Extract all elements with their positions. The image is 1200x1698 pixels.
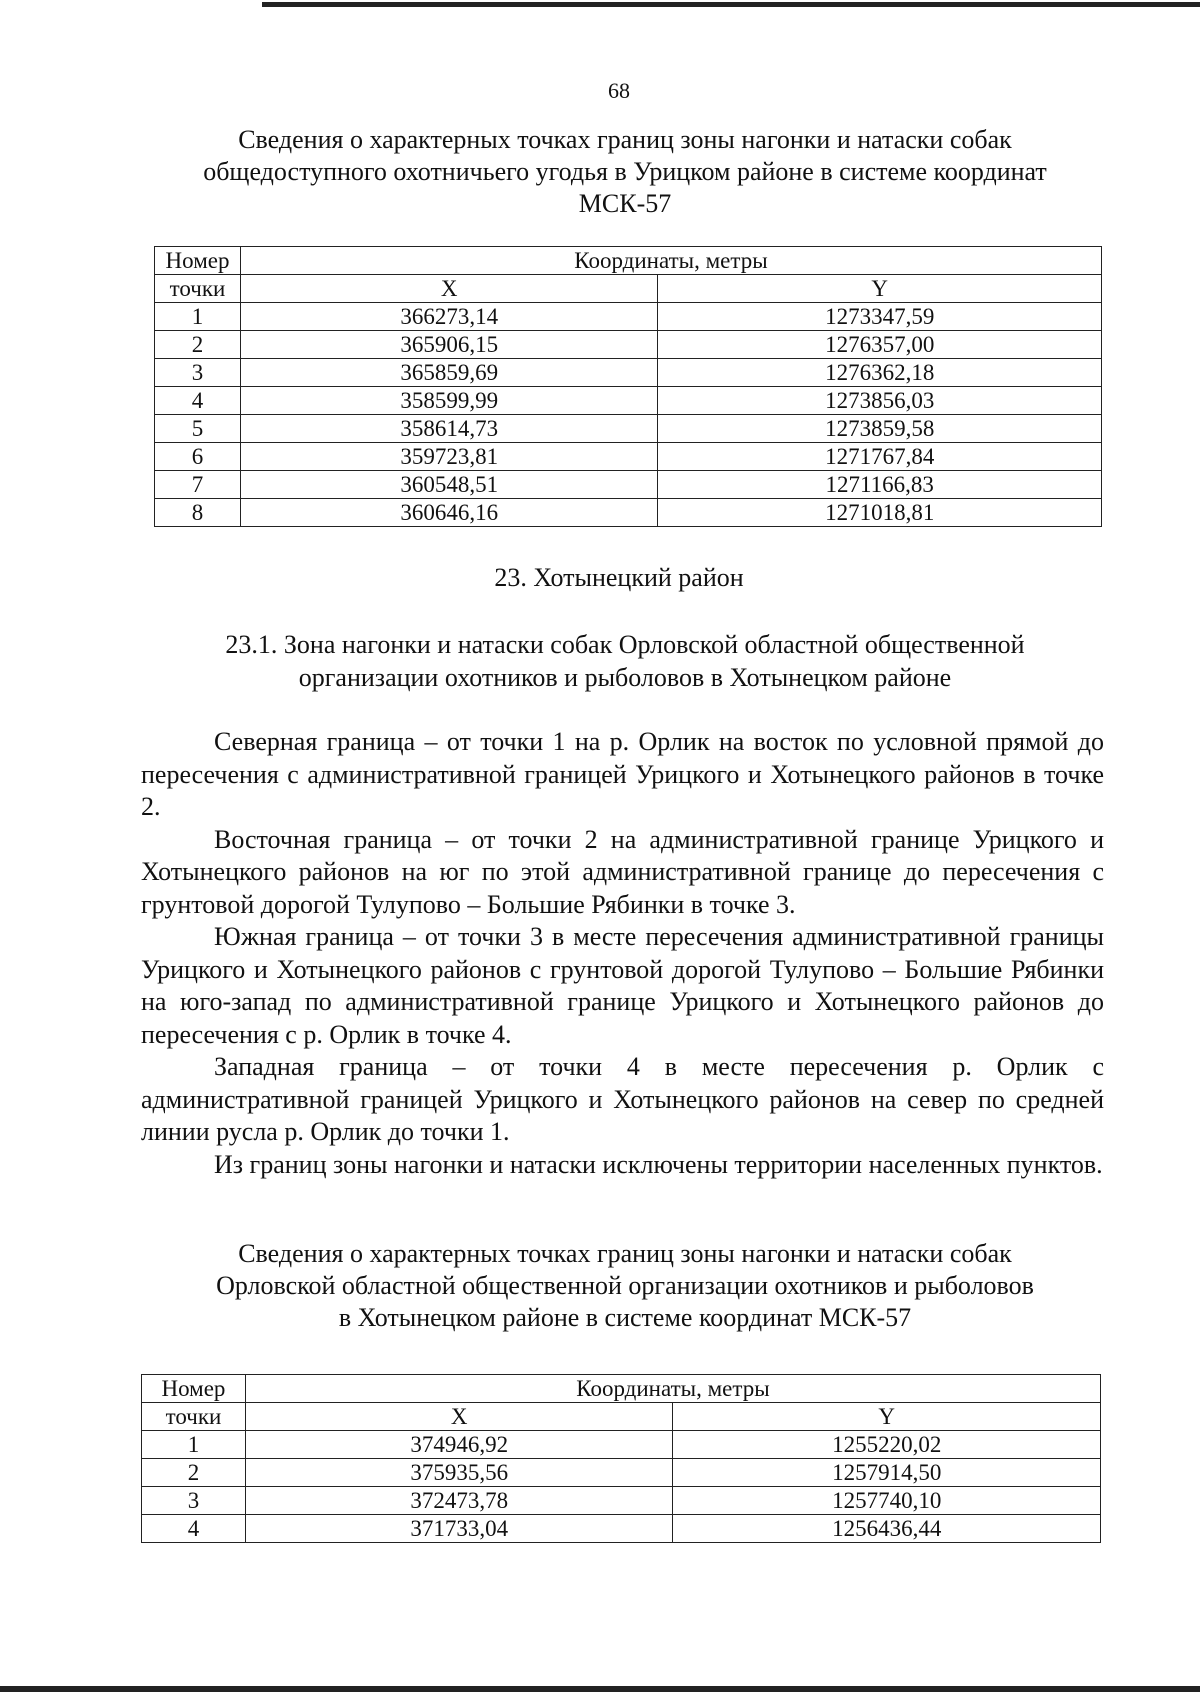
top-border-rule xyxy=(262,2,1200,7)
point-number: 8 xyxy=(155,499,241,527)
coordinates-table-urick xyxy=(154,246,1102,527)
table-row xyxy=(155,443,1102,471)
point-number: 7 xyxy=(155,471,241,499)
header-x: X xyxy=(240,275,658,303)
header-point-number-line2: точки xyxy=(155,275,241,303)
coord-x: 360548,51 xyxy=(240,471,658,499)
table-row xyxy=(155,387,1102,415)
subsection-title-line: 23.1. Зона нагонки и натаски собак Орловской областной общественной xyxy=(225,630,1025,659)
coord-y: 1257740,10 xyxy=(673,1487,1101,1515)
coord-y: 1273856,03 xyxy=(658,387,1102,415)
paragraph-east-boundary: Восточная граница – от точки 2 на административной границе Урицкого и Хотынецкого районов на юг по этой административной границе до пересечения с грунтовой дорогой Тулупово – Большие Рябинки в точке 3. xyxy=(141,824,1104,919)
subsection-title xyxy=(150,628,1100,694)
point-number: 3 xyxy=(155,359,241,387)
coord-x: 365906,15 xyxy=(240,331,658,359)
header-point-number-line1: Номер xyxy=(142,1375,246,1403)
table-row xyxy=(142,1459,1101,1487)
coord-y: 1273859,58 xyxy=(658,415,1102,443)
coordinates-table-khotynets xyxy=(141,1374,1101,1543)
table-row xyxy=(155,359,1102,387)
header-x: X xyxy=(245,1403,673,1431)
point-number: 1 xyxy=(155,303,241,331)
coord-y: 1255220,02 xyxy=(673,1431,1101,1459)
point-number: 2 xyxy=(142,1459,246,1487)
table1-heading-line: МСК-57 xyxy=(578,189,672,218)
section-title: 23. Хотынецкий район xyxy=(494,563,744,592)
point-number: 4 xyxy=(142,1515,246,1543)
coord-y: 1273347,59 xyxy=(658,303,1102,331)
coord-y: 1257914,50 xyxy=(673,1459,1101,1487)
table-row xyxy=(142,1431,1101,1459)
table2-heading xyxy=(150,1238,1100,1334)
coord-y: 1276362,18 xyxy=(658,359,1102,387)
header-y: Y xyxy=(673,1403,1101,1431)
header-point-number-line1: Номер xyxy=(155,247,241,275)
coord-y: 1271166,83 xyxy=(658,471,1102,499)
point-number: 4 xyxy=(155,387,241,415)
coord-x: 375935,56 xyxy=(245,1459,673,1487)
subsection-title-line: организации охотников и рыболовов в Хотынецком районе xyxy=(298,663,952,692)
table-row xyxy=(155,471,1102,499)
coord-x: 374946,92 xyxy=(245,1431,673,1459)
point-number: 3 xyxy=(142,1487,246,1515)
table1-heading-line: Сведения о характерных точках границ зоны нагонки и натаски собак xyxy=(238,125,1012,154)
coord-x: 372473,78 xyxy=(245,1487,673,1515)
point-number: 5 xyxy=(155,415,241,443)
paragraph-west-boundary: Западная граница – от точки 4 в месте пересечения р. Орлик с административной границей Урицкого и Хотынецкого районов на север по средней линии русла р. Орлик до точки 1. xyxy=(141,1052,1104,1146)
paragraph-north-boundary: Северная граница – от точки 1 на р. Орлик на восток по условной прямой до пересечения с административной границей Урицкого и Хотынецкого районов в точке 2. xyxy=(141,727,1104,821)
coord-x: 358599,99 xyxy=(240,387,658,415)
header-coordinates: Координаты, метры xyxy=(245,1375,1100,1403)
coord-x: 366273,14 xyxy=(240,303,658,331)
coord-y: 1271018,81 xyxy=(658,499,1102,527)
page-number: 68 xyxy=(608,78,630,103)
paragraph-south-boundary: Южная граница – от точки 3 в месте пересечения административной границы Урицкого и Хотынецкого районов с грунтовой дорогой Тулупово – Большие Рябинки на юго-запад по административной границе Урицкого и Хотынецкого районов до пересечения с р. Орлик в точке 4. xyxy=(141,922,1104,1049)
coord-y: 1271767,84 xyxy=(658,443,1102,471)
point-number: 1 xyxy=(142,1431,246,1459)
coord-x: 365859,69 xyxy=(240,359,658,387)
coord-x: 359723,81 xyxy=(240,443,658,471)
table2-heading-line: Орловской областной общественной организации охотников и рыболовов xyxy=(216,1271,1034,1300)
table2-heading-line: в Хотынецком районе в системе координат МСК-57 xyxy=(338,1303,912,1332)
table-row xyxy=(155,415,1102,443)
point-number: 6 xyxy=(155,443,241,471)
bottom-border-rule xyxy=(0,1686,1200,1692)
boundary-description xyxy=(141,726,1104,1181)
table-row xyxy=(155,499,1102,527)
point-number: 2 xyxy=(155,331,241,359)
table1-heading xyxy=(150,124,1100,220)
header-point-number-line2: точки xyxy=(142,1403,246,1431)
table-row xyxy=(142,1515,1101,1543)
table2-heading-line: Сведения о характерных точках границ зоны нагонки и натаски собак xyxy=(238,1239,1012,1268)
table1-heading-line: общедоступного охотничьего угодья в Урицком районе в системе координат xyxy=(203,157,1047,186)
header-coordinates: Координаты, метры xyxy=(240,247,1101,275)
table-row xyxy=(155,303,1102,331)
table-row xyxy=(155,331,1102,359)
coord-x: 371733,04 xyxy=(245,1515,673,1543)
coord-x: 360646,16 xyxy=(240,499,658,527)
coord-y: 1276357,00 xyxy=(658,331,1102,359)
table-row xyxy=(142,1487,1101,1515)
paragraph-exclusions: Из границ зоны нагонки и натаски исключены территории населенных пунктов. xyxy=(214,1149,1103,1179)
coord-y: 1256436,44 xyxy=(673,1515,1101,1543)
header-y: Y xyxy=(658,275,1102,303)
coord-x: 358614,73 xyxy=(240,415,658,443)
